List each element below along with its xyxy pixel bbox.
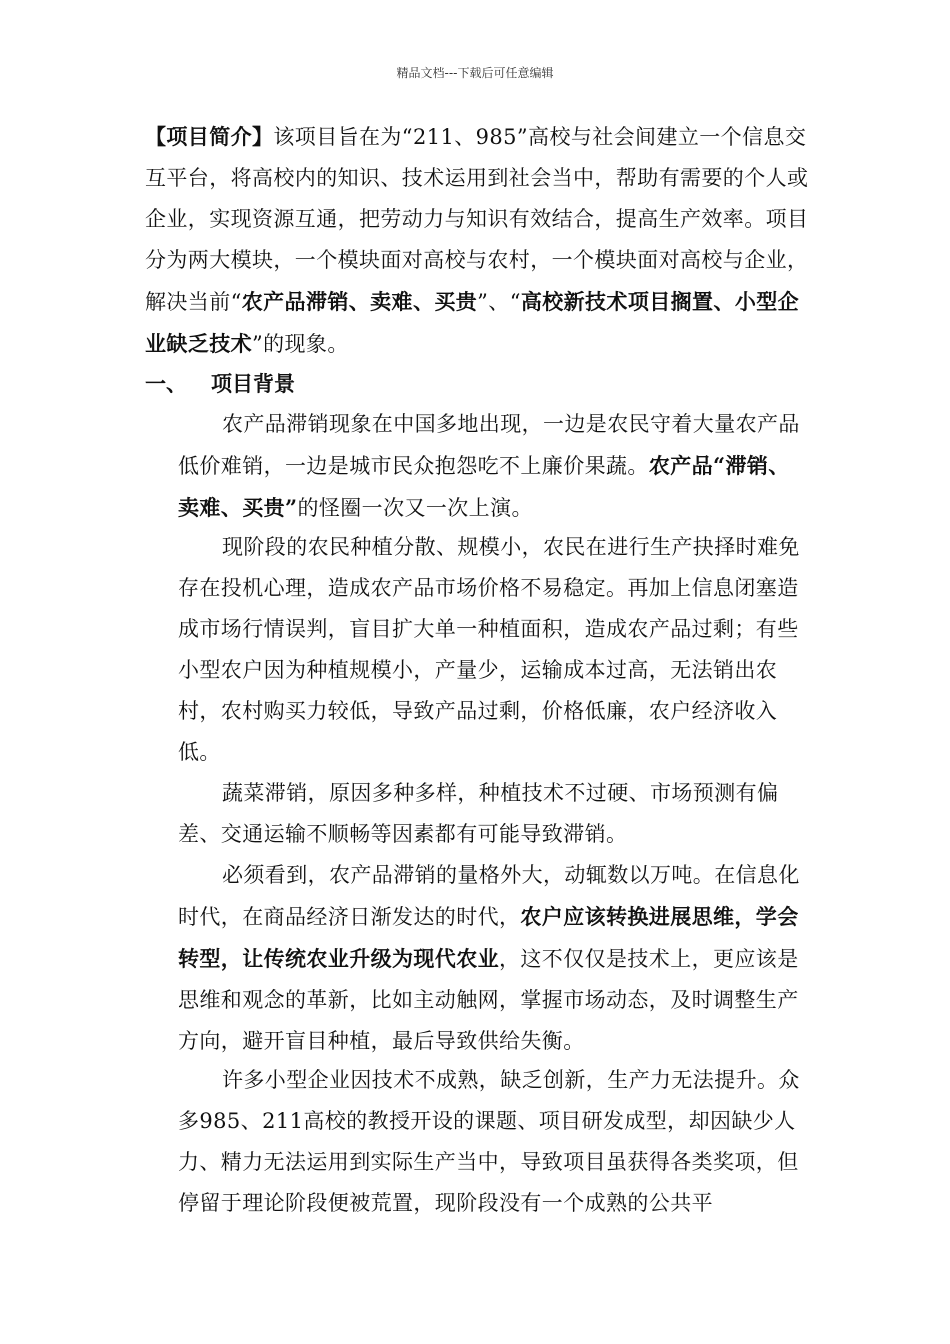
p1-text-2: 的怪圈一次又一次上演。 — [297, 496, 533, 520]
body-paragraph-2: 现阶段的农民种植分散、规模小，农民在进行生产抉择时难免存在投机心理，造成农产品市场价格不易稳定。再加上信息闭塞造成市场行情误判，盲目扩大单一种植面积，造成农产品过剩；有些小型农户因为种植规模小，产量少，运输成本过高，无法销出农村，农村购买力较低，导致产品过剩，价格低廉，农户经济收入低。 — [178, 535, 800, 764]
section-title: 项目背景 — [211, 371, 295, 396]
p1-text-1: 农产品滞销现象在中国多地出现，一边是农民守着大量农产品低价难销，一边是城市民众抱怨吃不上廉价果蔬。 — [178, 412, 800, 478]
section-number: 一、 — [145, 371, 187, 396]
section-heading — [145, 363, 295, 404]
intro-paragraph — [145, 116, 815, 365]
p4-bold-1: 农户应该转换进展思维，学会转型，让传统农业升级为现代农业 — [178, 904, 799, 971]
body-paragraph-1 — [178, 404, 808, 529]
p1-bold-1: 农产品“滞销、卖难、买贵” — [178, 453, 790, 520]
p4-text-2: ，这不仅仅是技术上，更应该是思维和观念的革新，比如主动触网，掌握市场动态，及时调整生产方向，避开盲目种植，最后导致供给失衡。 — [178, 947, 799, 1053]
body-paragraph-5: 许多小型企业因技术不成熟，缺乏创新，生产力无法提升。众多985、211高校的教授开设的课题、项目研发成型，却因缺少人力、精力无法运用到实际生产当中，导致项目虽获得各类奖项，但停留于理论阶段便被荒置，现阶段没有一个成熟的公共平 — [178, 1068, 800, 1215]
page-header: 精品文档---下载后可任意编辑 — [396, 66, 554, 80]
intro-text-3: ”的现象。 — [252, 332, 349, 356]
body-paragraph-4 — [178, 855, 808, 1062]
intro-bold-1: 农产品滞销、卖难、买贵 — [241, 289, 478, 314]
intro-text-2: ”、“ — [477, 290, 521, 314]
body-paragraph-3: 蔬菜滞销，原因多种多样，种植技术不过硬、市场预测有偏差、交通运输不顺畅等因素都有可能导致滞销。 — [178, 781, 779, 846]
intro-text-1: 该项目旨在为“211、985”高校与社会间建立一个信息交互平台，将高校内的知识、技术运用到社会当中，帮助有需要的个人或企业，实现资源互通，把劳动力与知识有效结合，提高生产效率。项目分为两大模块，一个模块面对高校与农村，一个模块面对高校与企业，解决当前“ — [145, 125, 809, 314]
intro-label: 【项目简介】 — [145, 124, 274, 149]
intro-bold-2: 高校新技术项目搁置、小型企业缺乏技术 — [145, 289, 800, 356]
p4-text-1: 必须看到，农产品滞销的量格外大，动辄数以万吨。在信息化时代，在商品经济日渐发达的时代， — [178, 863, 800, 929]
